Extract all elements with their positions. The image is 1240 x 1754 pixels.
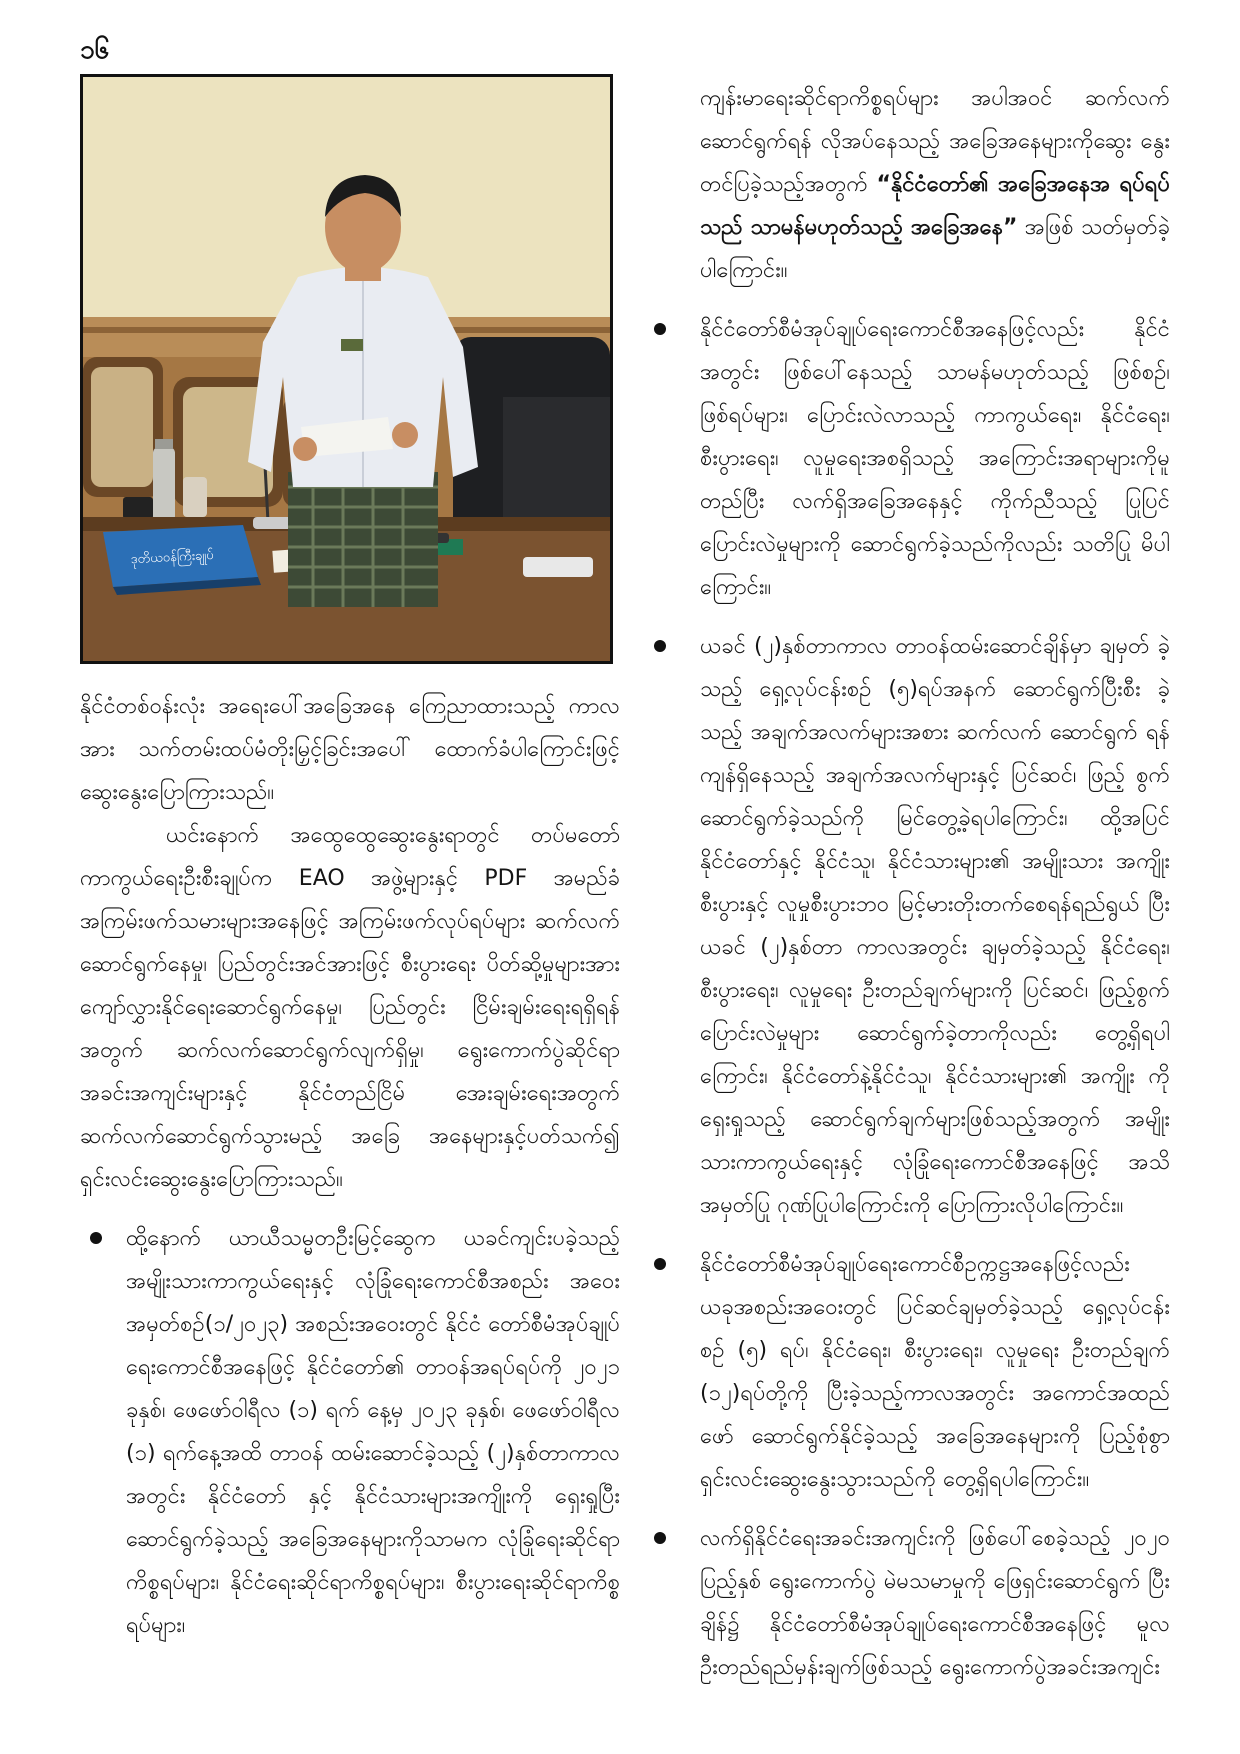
bullet-item: [80, 1217, 620, 1647]
photo-caption: နိုင်ငံတစ်ဝန်းလုံး အရေးပေါ်အခြေအနေ ကြေညာထားသည့် ကာလအား သက်တမ်းထပ်မံတိုးမြှင့်ခြင်းအပေါ် ထောက်ခံပါကြောင်းဖြင့်ဆွေးနွေးပြောကြားသည်။: [80, 694, 620, 805]
paragraph-discussion: ယင်းနောက် အထွေထွေဆွေးနွေးရာတွင် တပ်မတော် ကာကွယ်ရေးဦးစီးချုပ်က EAO အဖွဲ့များနှင့် PDF အမည်ခံ အကြမ်းဖက်သမားများအနေဖြင့် အကြမ်းဖက်လုပ်ရပ်များ ဆက်လက်ဆောင်ရွက်နေမှု၊ ပြည်တွင်းအင်အားဖြင့် စီးပွားရေး ပိတ်ဆို့မှုများအား ကျော်လွှားနိုင်ရေးဆောင်ရွက်နေမှု၊ ပြည်တွင်း ငြိမ်းချမ်းရေးရရှိရန်အတွက် ဆက်လက်ဆောင်ရွက်လျက်ရှိမှု၊ ရွေးကောက်ပွဲဆိုင်ရာ အခင်းအကျင်းများနှင့် နိုင်ငံတည်ငြိမ် အေးချမ်းရေးအတွက် ဆက်လက်ဆောင်ရွက်သွားမည့် အခြေ အနေများနှင့်ပတ်သက်၍ ရှင်းလင်းဆွေးနွေးပြောကြားသည်။: [80, 823, 620, 1192]
bullet-item: [650, 308, 1170, 609]
right-column: [650, 77, 1170, 1705]
bullet-item: [650, 625, 1170, 1227]
bullet-text: လက်ရှိနိုင်ငံရေးအခင်းအကျင်းကို ဖြစ်ပေါ်စေခဲ့သည့် ၂၀၂၀ ပြည့်နှစ် ရွေးကောက်ပွဲ မဲမသမာမှုကို ဖြေရှင်းဆောင်ရွက် ပြီးချိန်၌ နိုင်ငံတော်စီမံအုပ်ချုပ်ရေးကောင်စီအနေဖြင့် မူလ ဦးတည်ရည်မှန်းချက်ဖြစ်သည့် ရွေးကောက်ပွဲအခင်းအကျင်း: [700, 1526, 1170, 1680]
bullet-dot-icon: [90, 1232, 102, 1244]
bullet-text: နိုင်ငံတော်စီမံအုပ်ချုပ်ရေးကောင်စီအနေဖြင့်လည်း နိုင်ငံ အတွင်း ဖြစ်ပေါ်နေသည့် သာမန်မဟုတ်သည့် ဖြစ်စဉ်၊ ဖြစ်ရပ်များ၊ ပြောင်းလဲလာသည့် ကာကွယ်ရေး၊ နိုင်ငံရေး၊ စီးပွားရေး၊ လူမှုရေးအစရှိသည့် အကြောင်းအရာများကိုမူ တည်ပြီး လက်ရှိအခြေအနေနှင့် ကိုက်ညီသည့် ပြုပြင် ပြောင်းလဲမှုများကို ဆောင်ရွက်ခဲ့သည်ကိုလည်း သတိပြု မိပါကြောင်း။: [700, 317, 1170, 600]
bullet-item: [650, 1243, 1170, 1501]
photo-illustration: [83, 77, 610, 661]
bullet-text: နိုင်ငံတော်စီမံအုပ်ချုပ်ရေးကောင်စီဥက္ကဋ္ဌအနေဖြင့်လည်း ယခုအစည်းအဝေးတွင် ပြင်ဆင်ချမှတ်ခဲ့သည့် ရှေ့လုပ်ငန်း စဉ် (၅) ရပ်၊ နိုင်ငံရေး၊ စီးပွားရေး၊ လူမှုရေး ဦးတည်ချက် (၁၂)ရပ်တို့ကို ပြီးခဲ့သည့်ကာလအတွင်း အကောင်အထည် ဖော် ဆောင်ရွက်နိုင်ခဲ့သည့် အခြေအနေများကို ပြည့်စုံစွာ ရှင်းလင်းဆွေးနွေးသွားသည်ကို တွေ့ရှိရပါကြောင်း။: [700, 1252, 1170, 1492]
bullet-dot-icon: [654, 323, 666, 335]
bullet-text: ယခင် (၂)နှစ်တာကာလ တာဝန်ထမ်းဆောင်ချိန်မှာ ချမှတ် ခဲ့သည့် ရှေ့လုပ်ငန်းစဉ် (၅)ရပ်အနက် ဆောင်ရွက်ပြီးစီး ခဲ့သည့် အချက်အလက်များအစား ဆက်လက် ဆောင်ရွက် ရန် ကျန်ရှိနေသည့် အချက်အလက်များနှင့် ပြင်ဆင်၊ ဖြည့် စွက်ဆောင်ရွက်ခဲ့သည်ကို မြင်တွေ့ခဲ့ရပါကြောင်း၊ ထို့အပြင် နိုင်ငံတော်နှင့် နိုင်ငံသူ၊ နိုင်ငံသားများ၏ အမျိုးသား အကျိုး စီးပွားနှင့် လူမှုစီးပွားဘဝ မြင့်မားတိုးတက်စေရန်ရည်ရွယ် ပြီး ယခင် (၂)နှစ်တာ ကာလအတွင်း ချမှတ်ခဲ့သည့် နိုင်ငံရေး၊ စီးပွားရေး၊ လူမှုရေး ဦးတည်ချက်များကို ပြင်ဆင်၊ ဖြည့်စွက် ပြောင်းလဲမှုများ ဆောင်ရွက်ခဲ့တာကိုလည်း တွေ့ရှိရပါ ကြောင်း၊ နိုင်ငံတော်နဲ့နိုင်ငံသူ၊ နိုင်ငံသားများ၏ အကျိုး ကိုရှေးရှုသည့် ဆောင်ရွက်ချက်များဖြစ်သည့်အတွက် အမျိုး သားကာကွယ်ရေးနှင့် လုံခြုံရေးကောင်စီအနေဖြင့် အသိ အမှတ်ပြု ဂုဏ်ပြုပါကြောင်းကို ပြောကြားလိုပါကြောင်း။: [700, 634, 1170, 1218]
bullet-continuation: [650, 77, 1170, 292]
left-column: [80, 685, 620, 1663]
bullet-item: [650, 1517, 1170, 1689]
meeting-photo: [80, 74, 613, 664]
continuation-text: ကျန်းမာရေးဆိုင်ရာကိစ္စရပ်များ အပါအဝင် ဆက်လက် ဆောင်ရွက်ရန် လိုအပ်နေသည့် အခြေအနေများကိုဆွေး နွေး တင်ပြခဲ့သည့်အတွက်: [700, 86, 1170, 197]
continuation-end: အဖြစ် သတ်မှတ်ခဲ့ပါကြောင်း။: [700, 215, 1171, 283]
nameplate-label: ဒုတိယဝန်ကြီးချုပ်: [130, 547, 215, 568]
page-number: ၁၆: [80, 35, 110, 65]
bullet-text: ထို့နောက် ယာယီသမ္မတဦးမြင့်ဆွေက ယခင်ကျင်းပခဲ့သည့် အမျိုးသားကာကွယ်ရေးနှင့် လုံခြုံရေးကောင်စီအစည်း အဝေး အမှတ်စဉ်(၁/၂၀၂၃) အစည်းအဝေးတွင် နိုင်ငံ တော်စီမံအုပ်ချုပ်ရေးကောင်စီအနေဖြင့် နိုင်ငံတော်၏ တာဝန်အရပ်ရပ်ကို ၂၀၂၁ ခုနှစ်၊ ဖေဖော်ဝါရီလ (၁) ရက် နေ့မှ ၂၀၂၃ ခုနှစ်၊ ဖေဖော်ဝါရီလ (၁) ရက်နေ့အထိ တာဝန် ထမ်းဆောင်ခဲ့သည့် (၂)နှစ်တာကာလအတွင်း နိုင်ငံတော် နှင့် နိုင်ငံသားများအကျိုးကို ရှေးရှုပြီး ဆောင်ရွက်ခဲ့သည့် အခြေအနေများကိုသာမက လုံခြုံရေးဆိုင်ရာကိစ္စရပ်များ၊ နိုင်ငံရေးဆိုင်ရာကိစ္စရပ်များ၊ စီးပွားရေးဆိုင်ရာကိစ္စရပ်များ၊: [126, 1226, 620, 1638]
quoted-declaration: “နိုင်ငံတော်၏ အခြေအနေအ ရပ်ရပ်သည် သာမန်မဟုတ်သည့် အခြေအနေ”: [700, 172, 1170, 240]
bullet-dot-icon: [654, 640, 666, 652]
bullet-dot-icon: [654, 1532, 666, 1544]
bullet-dot-icon: [654, 1258, 666, 1270]
